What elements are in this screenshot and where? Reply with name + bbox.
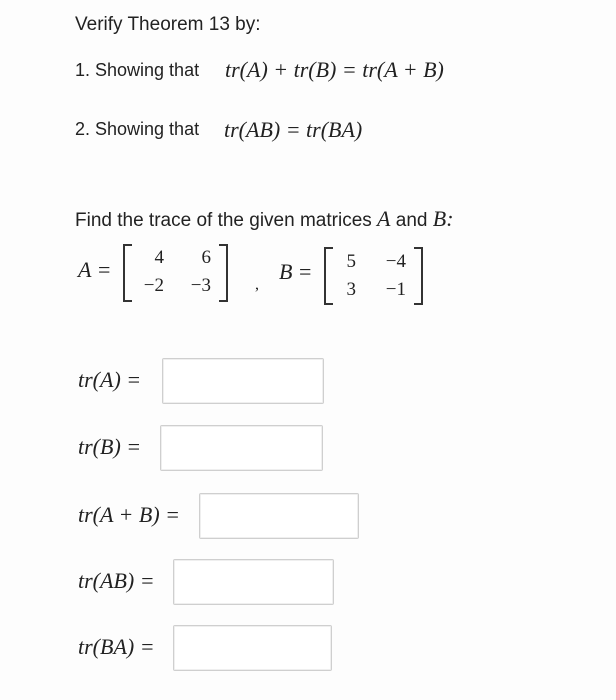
matrix-b-right-bracket: [414, 247, 423, 305]
matrix-b-cell-22: −1: [385, 279, 406, 300]
trace-b-label: tr(B) =: [78, 434, 142, 459]
step-2-label: 2. Showing that: [75, 119, 200, 139]
matrix-a-cell-11: 4: [154, 247, 164, 268]
matrix-b-cell-12: −4: [385, 251, 406, 272]
trace-prompt: [75, 206, 454, 232]
prompt-matrix-b: B:: [432, 206, 454, 231]
trace-ab-input[interactable]: [173, 559, 334, 605]
prompt-text: Find the trace of the given matrices: [75, 210, 372, 231]
matrix-a-right-bracket: [219, 244, 228, 302]
question-heading: Verify Theorem 13 by:: [75, 14, 261, 35]
matrix-a-cell-12: 6: [201, 247, 211, 268]
trace-a-input[interactable]: [162, 358, 324, 404]
trace-ba-label: tr(BA) =: [78, 634, 155, 659]
matrix-b-cell-21: 3: [346, 279, 356, 300]
trace-ab-label: tr(AB) =: [78, 568, 155, 593]
matrix-b-name: B: [279, 259, 293, 284]
step-1-label: 1. Showing that: [75, 60, 200, 80]
trace-a-label: tr(A) =: [78, 367, 142, 392]
matrix-b-cell-11: 5: [346, 251, 356, 272]
trace-a-plus-b-label: tr(A + B) =: [78, 502, 180, 527]
matrix-a-left-bracket: [123, 244, 132, 302]
step-1-expression: tr(A) + tr(B) = tr(A + B): [225, 57, 444, 82]
trace-a-plus-b-input[interactable]: [199, 493, 359, 539]
matrix-a-cell-21: −2: [143, 275, 164, 296]
prompt-matrix-a: A: [377, 206, 391, 231]
matrix-separator: ,: [255, 276, 259, 293]
matrix-a-cell-22: −3: [190, 275, 211, 296]
matrix-a-name: A: [78, 257, 92, 282]
trace-ba-input[interactable]: [173, 625, 332, 671]
matrix-b-equals: =: [299, 259, 312, 284]
trace-b-input[interactable]: [160, 425, 323, 471]
step-2-expression: tr(AB) = tr(BA): [224, 117, 363, 142]
prompt-and: and: [395, 210, 428, 231]
matrix-a-equals: =: [98, 257, 111, 282]
